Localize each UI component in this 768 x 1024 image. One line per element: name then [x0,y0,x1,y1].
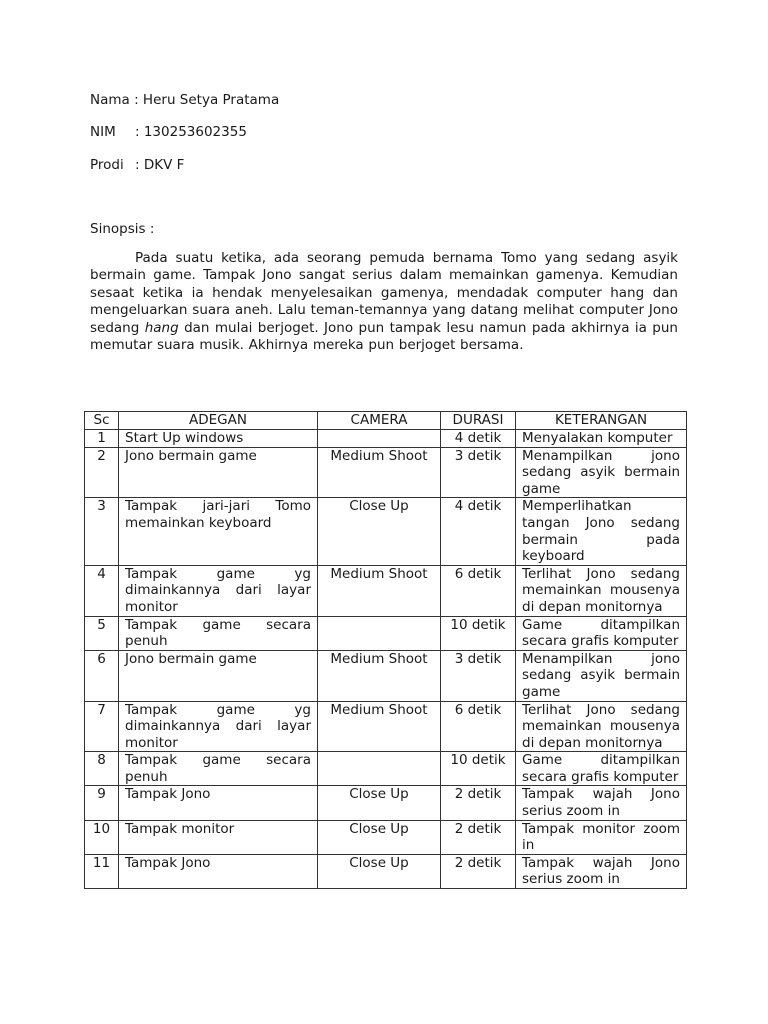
nim-line [90,124,247,141]
cell-camera: Close Up [318,498,441,565]
nama-label: Nama [90,92,130,108]
table-row [85,616,687,650]
table-row [85,752,687,786]
cell-camera [318,430,441,448]
synopsis-italic-word: hang [144,319,179,336]
cell-camera [318,752,441,786]
cell-durasi: 2 detik [441,820,516,854]
header-camera: CAMERA [318,412,441,430]
cell-durasi: 4 detik [441,430,516,448]
cell-sc: 10 [85,820,119,854]
cell-camera: Close Up [318,820,441,854]
cell-durasi: 2 detik [441,786,516,820]
table-header-row [85,412,687,430]
header-sc: Sc [85,412,119,430]
cell-durasi: 2 detik [441,854,516,888]
cell-adegan: Jono bermain game [119,650,318,701]
synopsis-text-before: Pada suatu ketika, ada seorang pemuda bernama Tomo yang sedang asyik bermain game. Tampak Jono sangat serius dalam memainkan gamenya. Kemudian sesaat ketika ia hendak menyelesaikan gamenya, mendadak computer hang dan mengeluarkan suara aneh. Lalu teman-temannya yang datang melihat computer Jono sedang [90,250,678,336]
cell-keterangan: Game ditampilkan secara grafis komputer [516,752,687,786]
cell-durasi: 3 detik [441,650,516,701]
header-durasi: DURASI [441,412,516,430]
cell-adegan: Start Up windows [119,430,318,448]
cell-keterangan: Terlihat Jono sedang memainkan mousenya di depan monitornya [516,565,687,616]
cell-camera: Close Up [318,854,441,888]
cell-sc: 6 [85,650,119,701]
cell-adegan: Tampak Jono [119,854,318,888]
cell-sc: 1 [85,430,119,448]
cell-camera: Close Up [318,786,441,820]
cell-sc: 8 [85,752,119,786]
prodi-value: : DKV F [135,157,185,173]
cell-sc: 11 [85,854,119,888]
cell-camera [318,616,441,650]
cell-sc: 2 [85,447,119,498]
cell-adegan: Tampak game yg dimainkannya dari layar monitor [119,565,318,616]
header-keterangan: KETERANGAN [516,412,687,430]
synopsis-paragraph [90,250,678,354]
cell-sc: 5 [85,616,119,650]
cell-adegan: Tampak game secara penuh [119,752,318,786]
scene-table [84,411,687,889]
synopsis-text-after: dan mulai berjoget. Jono pun tampak lesu namun pada akhirnya ia pun memutar suara musik. Akhirnya mereka pun berjoget bersama. [90,319,678,354]
cell-keterangan: Terlihat Jono sedang memainkan mousenya di depan monitornya [516,701,687,752]
cell-sc: 9 [85,786,119,820]
table-row [85,565,687,616]
cell-durasi: 6 detik [441,565,516,616]
synopsis-title: Sinopsis : [90,221,155,237]
table-row [85,701,687,752]
table-row [85,498,687,565]
cell-adegan: Tampak Jono [119,786,318,820]
cell-keterangan: Game ditampilkan secara grafis komputer [516,616,687,650]
nim-label: NIM [90,124,116,140]
table-row [85,854,687,888]
table-row [85,786,687,820]
cell-adegan: Tampak game yg dimainkannya dari layar monitor [119,701,318,752]
cell-keterangan: Tampak wajah Jono serius zoom in [516,786,687,820]
table-row [85,650,687,701]
cell-camera: Medium Shoot [318,701,441,752]
cell-sc: 4 [85,565,119,616]
cell-keterangan: Tampak monitor zoom in [516,820,687,854]
cell-sc: 7 [85,701,119,752]
cell-keterangan: Tampak wajah Jono serius zoom in [516,854,687,888]
cell-keterangan: Menyalakan komputer [516,430,687,448]
cell-keterangan: Menampilkan jono sedang asyik bermain game [516,650,687,701]
table-row [85,447,687,498]
table-row [85,430,687,448]
header-adegan: ADEGAN [119,412,318,430]
cell-keterangan: Memperlihatkan tangan Jono sedang bermain pada keyboard [516,498,687,565]
cell-durasi: 3 detik [441,447,516,498]
cell-adegan: Tampak game secara penuh [119,616,318,650]
cell-camera: Medium Shoot [318,650,441,701]
nim-value: : 130253602355 [135,124,247,140]
cell-durasi: 10 detik [441,752,516,786]
cell-adegan: Tampak jari-jari Tomo memainkan keyboard [119,498,318,565]
cell-keterangan: Menampilkan jono sedang asyik bermain game [516,447,687,498]
cell-camera: Medium Shoot [318,565,441,616]
cell-durasi: 10 detik [441,616,516,650]
prodi-label: Prodi [90,157,124,173]
prodi-line [90,157,184,174]
cell-adegan: Jono bermain game [119,447,318,498]
nama-value: : Heru Setya Pratama [134,92,280,108]
cell-camera: Medium Shoot [318,447,441,498]
table-row [85,820,687,854]
cell-durasi: 4 detik [441,498,516,565]
nama-line [90,92,279,109]
cell-sc: 3 [85,498,119,565]
cell-adegan: Tampak monitor [119,820,318,854]
cell-durasi: 6 detik [441,701,516,752]
